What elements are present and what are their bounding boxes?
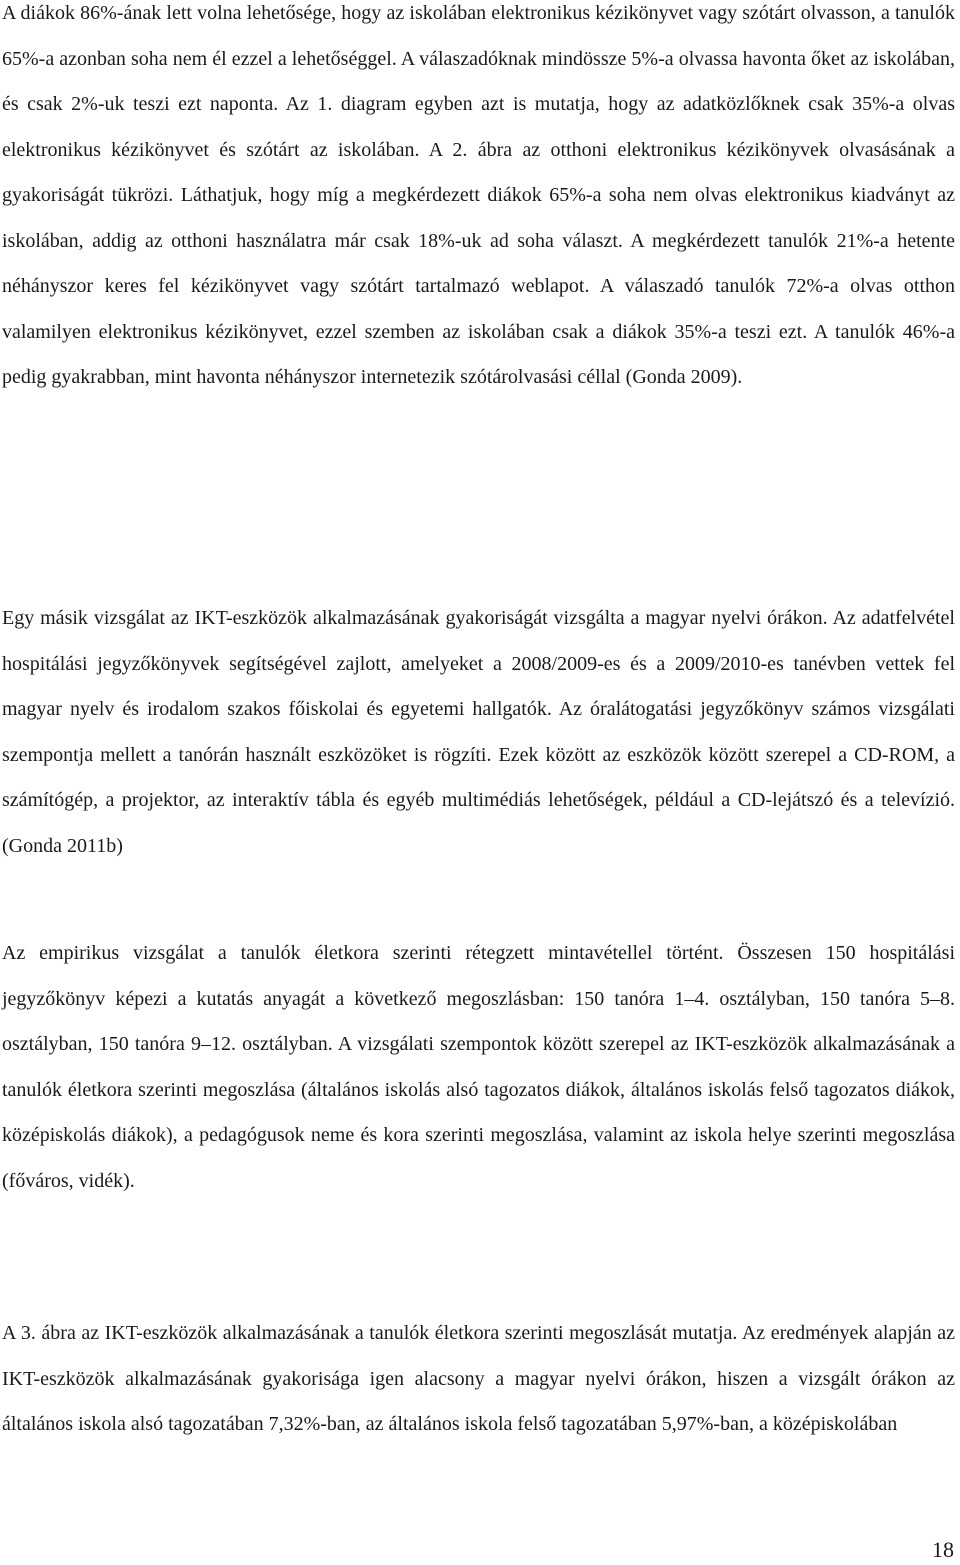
paragraph-2: Egy másik vizsgálat az IKT-eszközök alkalmazásának gyakoriságát vizsgálta a magyar nyelvi órákon. Az adatfelvétel hospitálási jegyzőkönyvek segítségével zajlott, amelyeket a 2008/2009-es és a 2009/2010-es tanévben vettek fel magyar nyelv és irodalom szakos főiskolai és egyetemi hallgatók. Az óralátogatási jegyzőkönyv számos vizsgálati szempontja mellett a tanórán használt eszközöket is rögzíti. Ezek között az eszközök között szerepel a CD-ROM, a számítógép, a projektor, az interaktív tábla és egyéb multimédiás lehetőségek, például a CD-lejátszó és a televízió. (Gonda 2011b): [2, 607, 955, 857]
paragraph-4: A 3. ábra az IKT-eszközök alkalmazásának a tanulók életkora szerinti megoszlását mutatja. Az eredmények alapján az IKT-eszközök alkalmazásának gyakorisága igen alacsony a magyar nyelvi órákon, hiszen a vizsgált órákon az általános iskola alsó tagozatában 7,32%-ban, az általános iskola felső tagozatában 5,97%-ban, a középiskolában: [2, 1322, 955, 1435]
paragraph-3: Az empirikus vizsgálat a tanulók életkora szerinti rétegzett mintavétellel történt. Összesen 150 hospitálási jegyzőkönyv képezi a kutatás anyagát a következő megoszlásban: 150 tanóra 1–4. osztályban, 150 tanóra 5–8. osztályban, 150 tanóra 9–12. osztályban. A vizsgálati szempontok között szerepel az IKT-eszközök alkalmazásának a tanulók életkora szerinti megoszlása (általános iskolás alsó tagozatos diákok, általános iskolás felső tagozatos diákok, középiskolás diákok), a pedagógusok neme és kora szerinti megoszlása, valamint az iskola helye szerinti megoszlása (főváros, vidék).: [2, 942, 955, 1192]
page-number: 18: [932, 1537, 954, 1562]
paragraph-1: A diákok 86%-ának lett volna lehetősége, hogy az iskolában elektronikus kézikönyvet vagy szótárt olvasson, a tanulók 65%-a azonban soha nem él ezzel a lehetőséggel. A válaszadóknak mindössze 5%-a olvassa havonta őket az iskolában, és csak 2%-uk teszi ezt naponta. Az 1. diagram egyben azt is mutatja, hogy az adatközlőknek csak 35%-a olvas elektronikus kézikönyvet és szótárt az iskolában. A 2. ábra az otthoni elektronikus kézikönyvek olvasásának a gyakoriságát tükrözi. Láthatjuk, hogy míg a megkérdezett diákok 65%-a soha nem olvas elektronikus kiadványt az iskolában, addig az otthoni használatra már csak 18%-uk ad soha választ. A megkérdezett tanulók 21%-a hetente néhányszor keres fel kézikönyvet vagy szótárt tartalmazó weblapot. A válaszadó tanulók 72%-a olvas otthon valamilyen elektronikus kézikönyvet, ezzel szemben az iskolában csak a diákok 35%-a teszi ezt. A tanulók 46%-a pedig gyakrabban, mint havonta néhányszor internetezik szótárolvasási céllal (Gonda 2009).: [2, 2, 955, 388]
